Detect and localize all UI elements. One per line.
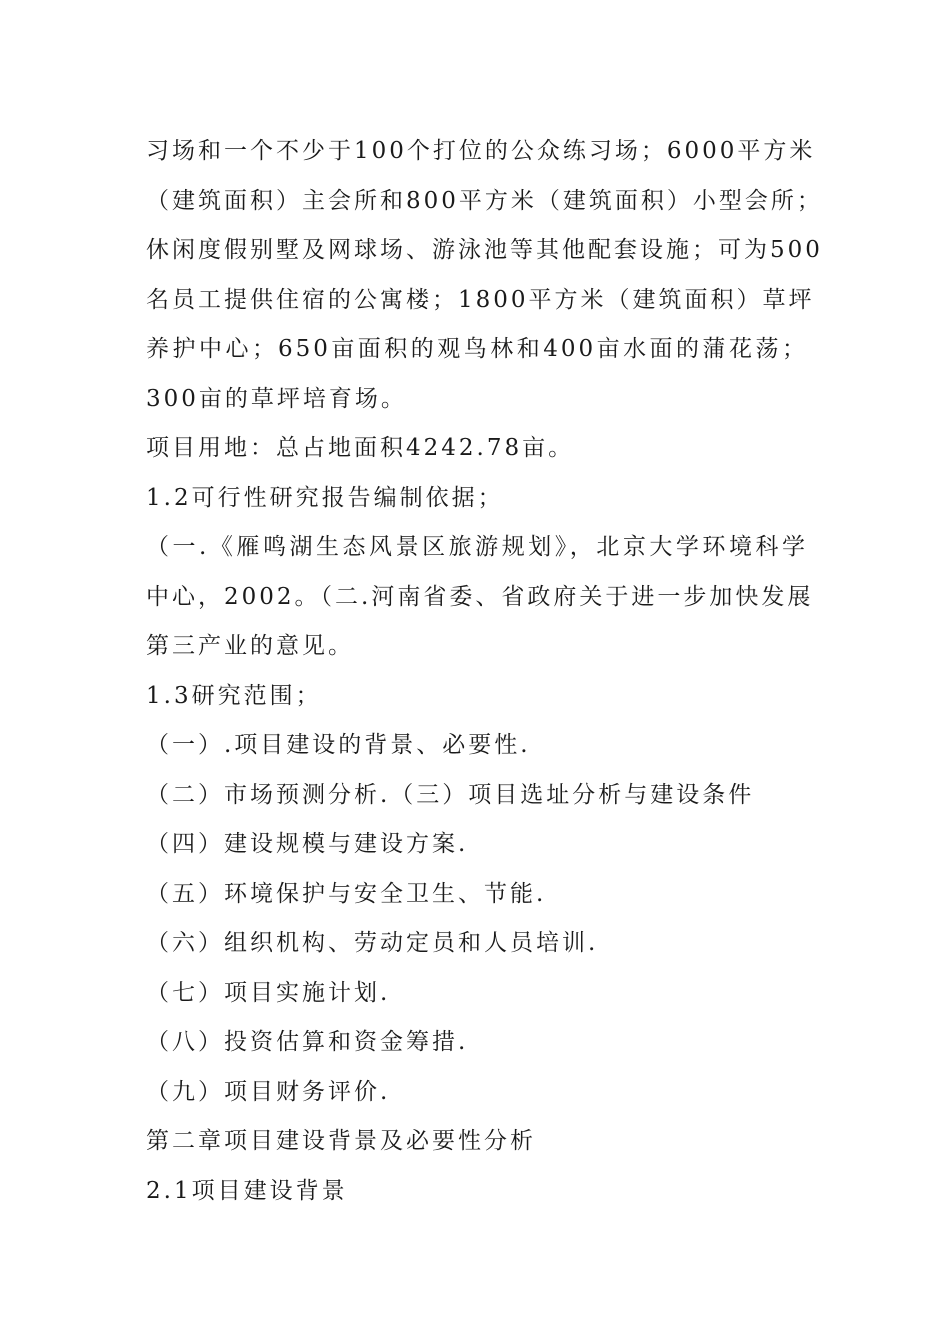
section-heading-2-1: 2.1项目建设背景 xyxy=(146,1177,348,1204)
basis-line-2: 中心，2002。（二.河南省委、省政府关于进一步加快发展 xyxy=(146,583,814,610)
chapter-heading-2: 第二章项目建设背景及必要性分析 xyxy=(146,1128,536,1154)
project-land-line: 项目用地：总占地面积4242.78亩。 xyxy=(146,435,575,461)
document-body xyxy=(146,127,823,1216)
section-heading-1-2: 1.2可行性研究报告编制依据； xyxy=(146,484,504,511)
scope-item-1: （一）.项目建设的背景、必要性. xyxy=(146,732,531,758)
basis-line-1: （一.《雁鸣湖生态风景区旅游规划》，北京大学环境科学 xyxy=(146,534,808,560)
paragraph-line-6: 300亩的草坪培育场。 xyxy=(146,385,407,412)
scope-item-9: （九）项目财务评价. xyxy=(146,1078,391,1105)
scope-item-4: （四）建设规模与建设方案. xyxy=(146,831,469,857)
paragraph-line-1: 习场和一个不少于100个打位的公众练习场；6000平方米 xyxy=(146,138,816,164)
paragraph-line-5: 养护中心；650亩面积的观鸟林和400亩水面的蒲花荡； xyxy=(146,336,808,362)
paragraph-line-2: （建筑面积）主会所和800平方米（建筑面积）小型会所； xyxy=(146,187,823,214)
scope-item-2-3: （二）市场预测分析.（三）项目选址分析与建设条件 xyxy=(146,781,755,808)
scope-item-6: （六）组织机构、劳动定员和人员培训. xyxy=(146,930,599,956)
section-heading-1-3: 1.3研究范围； xyxy=(146,682,322,709)
scope-item-7: （七）项目实施计划. xyxy=(146,979,391,1006)
paragraph-line-3: 休闲度假别墅及网球场、游泳池等其他配套设施；可为500 xyxy=(146,237,823,263)
scope-item-8: （八）投资估算和资金筹措. xyxy=(146,1029,469,1055)
paragraph-line-4: 名员工提供住宿的公寓楼；1800平方米（建筑面积）草坪 xyxy=(146,286,815,313)
scope-item-5: （五）环境保护与安全卫生、节能. xyxy=(146,880,547,907)
basis-line-3: 第三产业的意见。 xyxy=(146,633,354,659)
